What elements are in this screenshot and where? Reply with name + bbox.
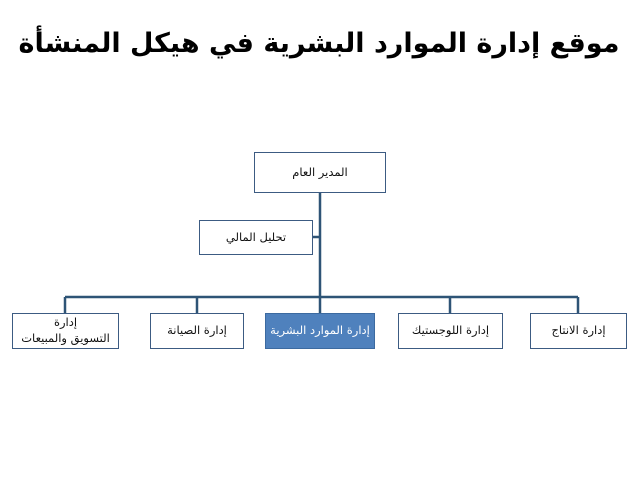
financial-analysis-box <box>199 220 313 255</box>
slide-title: موقع إدارة الموارد البشرية في هيكل المنشأة <box>18 28 620 59</box>
marketing-sales-label-line2: التسويق والمبيعات <box>21 331 110 345</box>
general-manager-box <box>254 152 386 193</box>
marketing-sales-dept-box <box>12 313 119 349</box>
production-dept-box <box>530 313 627 349</box>
hr-dept-label: إدارة الموارد البشرية <box>270 323 370 338</box>
marketing-sales-label-group <box>21 315 110 346</box>
hr-dept-box <box>265 313 375 349</box>
financial-analysis-label: تحليل المالي <box>225 229 287 244</box>
production-dept-label: إدارة الانتاج <box>551 323 606 338</box>
logistics-dept-box <box>398 313 503 349</box>
marketing-sales-label-line1: إدارة <box>53 315 78 330</box>
maintenance-dept-box <box>150 313 244 349</box>
general-manager-label: المدير العام <box>292 164 348 179</box>
logistics-dept-label: إدارة اللوجستيك <box>411 323 490 338</box>
maintenance-dept-label: إدارة الصيانة <box>167 323 227 338</box>
